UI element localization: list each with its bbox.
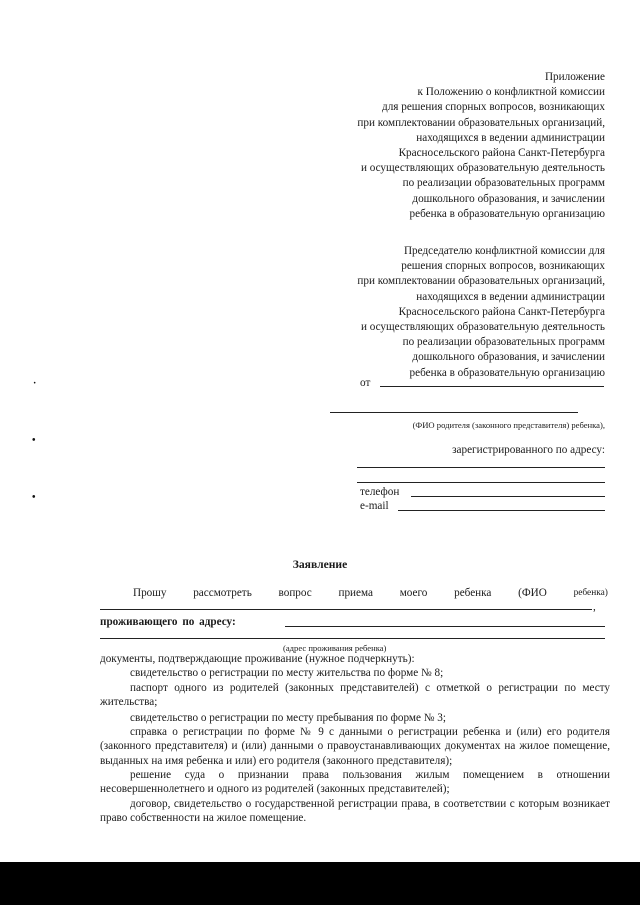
child-name-comma: , (593, 601, 596, 613)
addressee-block (357, 244, 605, 381)
from-name-field[interactable] (380, 386, 604, 387)
residing-label: проживающего по адресу: (100, 616, 236, 628)
phone-field[interactable] (411, 496, 605, 497)
residing-address-field-2[interactable] (100, 638, 605, 639)
document-item[interactable]: паспорт одного из родителей (законных представителей) с отметкой о регистрации по месту жительства; (100, 682, 610, 709)
scan-artifact: · (33, 378, 37, 389)
appendix-line: Приложение (544, 71, 605, 83)
scan-bottom-border (0, 862, 640, 905)
residing-address-caption: (адрес проживания ребенка) (283, 643, 387, 653)
scan-artifact: • (32, 435, 36, 446)
addressee-line: находящихся в ведении администрации (416, 290, 605, 303)
appendix-line: и осуществляющих образовательную деятельность (360, 162, 605, 175)
addressee-line: Красносельского района Санкт-Петербурга (398, 305, 605, 318)
request-word: вопрос (278, 587, 312, 599)
addressee-line: решения спорных вопросов, возникающих (401, 260, 605, 273)
registered-address-label: зарегистрированного по адресу: (452, 444, 605, 456)
parent-name-field[interactable] (330, 412, 578, 413)
request-word: рассмотреть (193, 587, 252, 599)
appendix-line: находящихся в ведении администрации (416, 131, 605, 144)
appendix-line: для решения спорных вопросов, возникающих (382, 101, 605, 114)
child-name-field[interactable] (100, 609, 592, 610)
appendix-block (357, 70, 605, 222)
scan-artifact: • (32, 492, 36, 503)
request-word: моего (399, 587, 428, 599)
appendix-line: к Положению о конфликтной комиссии (417, 86, 605, 99)
request-line (133, 586, 608, 600)
document-item[interactable]: решение суда о признании права пользования жилым помещением в отношении несовершеннолетнего и одного из родителей (законных представителей); (100, 769, 610, 796)
document-item[interactable]: договор, свидетельство о государственной регистрации права, в соответствии с которым возникает право собственности на жилое помещение. (100, 798, 610, 825)
registered-address-field-2[interactable] (357, 482, 605, 483)
appendix-line: ребенка в образовательную организацию (409, 207, 605, 220)
document-item[interactable]: справка о регистрации по форме № 9 с данными о регистрации ребенка и (или) его родителя (законного представителя) и (или) данными о правоустанавливающих документах на жилое помещение, выданных на имя ребенка и или) его родителя (законного представителя); (100, 726, 610, 767)
addressee-line: и осуществляющих образовательную деятельность (360, 321, 605, 334)
documents-intro: документы, подтверждающие проживание (нужное подчеркнуть): (100, 653, 415, 665)
addressee-line: дошкольного образования, и зачислении (412, 351, 605, 364)
parent-name-caption: (ФИО родителя (законного представителя) ребенка), (412, 420, 605, 430)
registered-address-field-1[interactable] (357, 467, 605, 468)
appendix-line: дошкольного образования, и зачислении (412, 192, 605, 205)
request-word: приема (338, 587, 373, 599)
statement-title: Заявление (292, 558, 348, 571)
addressee-line: по реализации образовательных программ (402, 336, 605, 349)
appendix-line: при комплектовании образовательных организаций, (357, 116, 605, 129)
appendix-line: Красносельского района Санкт-Петербурга (398, 147, 605, 160)
appendix-line: по реализации образовательных программ (402, 177, 605, 190)
email-field[interactable] (398, 510, 605, 511)
document-item[interactable]: свидетельство о регистрации по месту жительства по форме № 8; (130, 667, 444, 679)
email-label: e-mail (360, 500, 389, 512)
addressee-line: ребенка в образовательную организацию (409, 366, 605, 379)
from-label: от (360, 377, 371, 389)
addressee-line: при комплектовании образовательных организаций, (357, 275, 605, 288)
addressee-line: Председателю конфликтной комиссии для (403, 245, 605, 257)
request-word: ребенка (454, 587, 492, 599)
document-item[interactable]: свидетельство о регистрации по месту пребывания по форме № 3; (130, 712, 446, 724)
residing-address-field-1[interactable] (285, 626, 605, 627)
phone-label: телефон (360, 486, 400, 498)
request-word: (ФИО (518, 587, 547, 599)
request-word: Прошу (133, 587, 167, 599)
request-word: ребенка) (573, 588, 608, 598)
